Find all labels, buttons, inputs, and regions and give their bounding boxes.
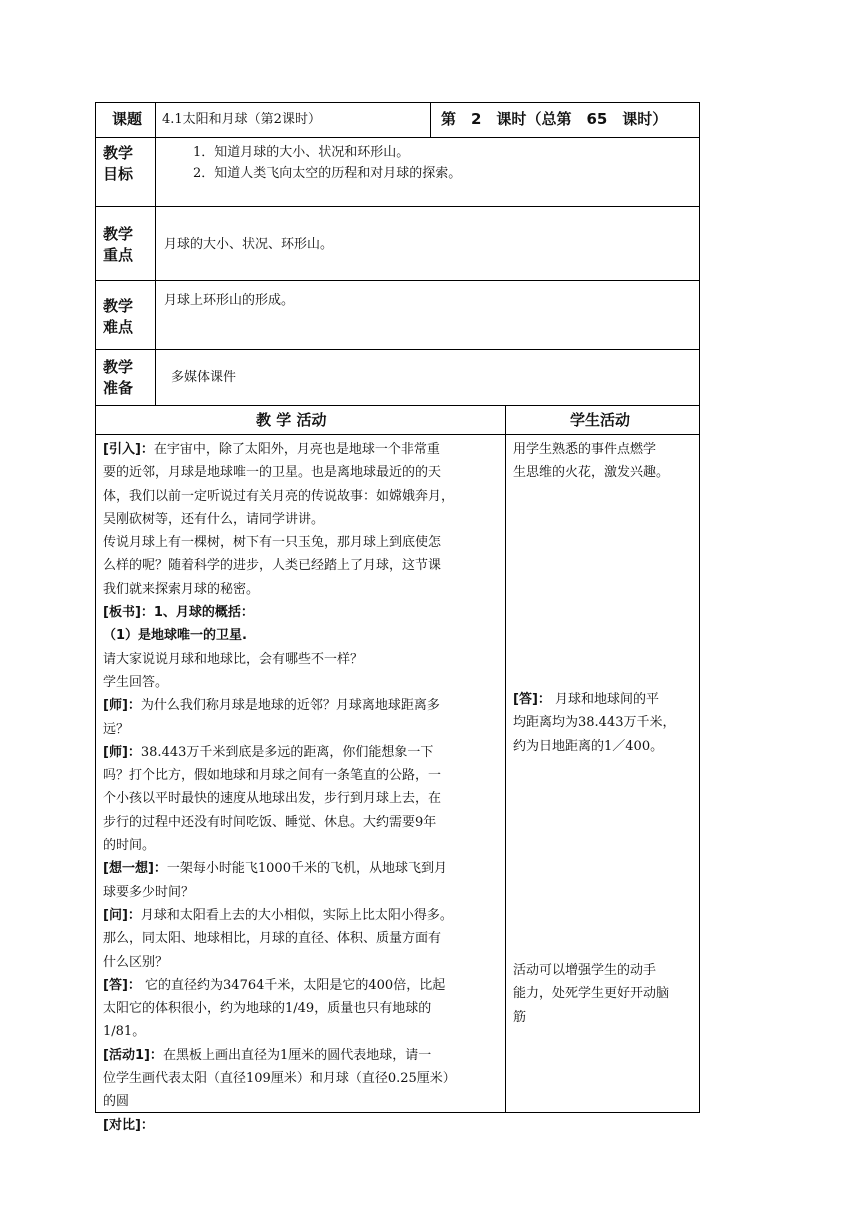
table-border-left — [95, 102, 96, 1113]
teaching-text: 请大家说说月球和地球比，会有哪些不一样？ — [103, 651, 364, 667]
difficulty-label-line1: 教学 — [103, 297, 134, 315]
teaching-tag: [师]： — [103, 744, 141, 760]
key-points-text: 月球的大小、状况、环形山。 — [164, 237, 334, 252]
teaching-line — [103, 438, 501, 461]
teaching-line — [103, 461, 501, 484]
goal-item-2: 2．知道人类飞向太空的历程和对月球的探索。 — [193, 166, 462, 181]
teaching-line — [103, 881, 501, 904]
teaching-tag: [板书]：1、月球的概括： — [103, 605, 254, 621]
teaching-text: 球要多少时间？ — [103, 884, 195, 900]
table-border-right — [699, 102, 700, 1113]
teaching-text: 的时间。 — [103, 838, 156, 854]
teaching-line — [103, 718, 501, 741]
table-divider — [95, 137, 700, 138]
student-note-line: 均距离均为38.443万千米， — [513, 715, 676, 731]
teaching-line — [103, 648, 501, 671]
student-note-1 — [513, 438, 697, 485]
table-divider — [95, 280, 700, 281]
teaching-line — [103, 997, 501, 1020]
table-divider — [95, 206, 700, 207]
teaching-line — [103, 1090, 501, 1113]
subject-value: 4.1太阳和月球（第2课时） — [162, 112, 321, 127]
student-note-line: 生思维的火花，激发兴趣。 — [513, 465, 670, 481]
student-note-line: 用学生熟悉的事件点燃学 — [513, 442, 657, 457]
teaching-text: 学生回答。 — [103, 674, 169, 690]
teaching-line — [103, 1044, 501, 1067]
teaching-text: 我们就来探索月球的秘密。 — [103, 581, 260, 597]
teaching-line — [103, 974, 501, 997]
teaching-line — [103, 601, 501, 624]
teaching-line — [103, 857, 501, 880]
teaching-tag: [活动1]： — [103, 1047, 163, 1063]
teaching-text: 体，我们以前一定听说过有关月亮的传说故事：如嫦娥奔月， — [103, 488, 455, 504]
key-label-line2: 重点 — [103, 246, 134, 264]
teaching-line — [103, 741, 501, 764]
goals-label-line2: 目标 — [103, 165, 134, 183]
teaching-line — [103, 578, 501, 601]
teaching-text: 1/81。 — [103, 1024, 146, 1040]
goals-label-line1: 教学 — [103, 144, 134, 162]
teaching-line — [103, 554, 501, 577]
teaching-text: 在宇宙中，除了太阳外，月亮也是地球一个非常重 — [153, 442, 440, 457]
teaching-line — [103, 811, 501, 834]
teaching-text: 一架每小时能飞1000千米的飞机，从地球飞到月 — [166, 861, 447, 877]
teaching-line — [103, 1114, 501, 1137]
student-note-3 — [513, 959, 697, 1029]
subject-label: 课题 — [112, 110, 143, 128]
student-note-line: 约为日地距离的1／400。 — [513, 738, 664, 754]
teaching-line — [103, 1067, 501, 1090]
teaching-line — [103, 927, 501, 950]
teaching-tag: [想一想]： — [103, 861, 167, 877]
student-activity-header: 学生活动 — [570, 411, 631, 429]
teaching-tag: [问]： — [103, 907, 141, 923]
teaching-line — [103, 531, 501, 554]
teaching-text: 38.443万千米到底是多远的距离，你们能想象一下 — [140, 744, 434, 760]
teaching-text: 月球和太阳看上去的大小相似，实际上比太阳小得多。 — [140, 907, 453, 923]
teaching-line — [103, 951, 501, 974]
teaching-line — [103, 624, 501, 647]
teaching-tag: （1）是地球唯一的卫星. — [103, 628, 247, 644]
answer-tag: [答]： — [513, 692, 551, 707]
teaching-line — [103, 764, 501, 787]
student-note-2 — [513, 688, 699, 758]
teaching-text: 那么，同太阳、地球相比，月球的直径、体积、质量方面有 — [103, 931, 442, 947]
table-divider — [95, 434, 700, 435]
student-note-line: 活动可以增强学生的动手 — [513, 963, 657, 978]
teaching-tag: [答]： — [103, 977, 141, 993]
period-info: 第 2 课时（总第 65 课时） — [441, 110, 668, 128]
teaching-text: 吗？打个比方，假如地球和月球之间有一条笔直的公路，一 — [103, 768, 442, 784]
teaching-activity-content — [103, 438, 501, 1137]
teaching-text: 什么区别？ — [103, 954, 169, 970]
student-note-line: 筋 — [513, 1009, 527, 1025]
teaching-text: 为什么我们称月球是地球的近邻？月球离地球距离多 — [140, 698, 440, 714]
teaching-text: 的圆 — [103, 1094, 130, 1110]
key-label-line1: 教学 — [103, 225, 134, 243]
teaching-line — [103, 508, 501, 531]
teaching-text: 它的直径约为34764千米，太阳是它的400倍，比起 — [140, 977, 446, 993]
teaching-line — [103, 485, 501, 508]
difficulty-text: 月球上环形山的形成。 — [164, 293, 295, 308]
teaching-text: 要的近邻，月球是地球唯一的卫星。也是离地球最近的的天 — [103, 465, 442, 481]
teaching-text: 位学生画代表太阳（直径109厘米）和月球（直径0.25厘米） — [103, 1071, 456, 1087]
teaching-text: 太阳它的体积很小，约为地球的1/49，质量也只有地球的 — [103, 1001, 432, 1017]
teaching-text: 远？ — [103, 721, 130, 737]
teaching-text: 吴刚砍树等，还有什么，请同学讲讲。 — [103, 511, 325, 527]
teaching-activity-header: 教 学 活动 — [256, 411, 327, 429]
teaching-tag: [对比]： — [103, 1117, 154, 1133]
teaching-text: 传说月球上有一棵树，树下有一只玉兔，那月球上到底使怎 — [103, 535, 442, 551]
teaching-line — [103, 694, 501, 717]
teaching-line — [103, 834, 501, 857]
teaching-text: 个小孩以平时最快的速度从地球出发，步行到月球上去，在 — [103, 791, 442, 807]
teaching-line — [103, 1020, 501, 1043]
prep-label-line2: 准备 — [103, 379, 134, 397]
table-period-divider — [430, 102, 431, 138]
teaching-line — [103, 671, 501, 694]
table-activity-divider — [505, 405, 506, 1113]
teaching-text: 在黑板上画出直径为1厘米的圆代表地球，请一 — [162, 1047, 432, 1063]
table-divider — [95, 405, 700, 406]
teaching-tag: [引入]： — [103, 442, 154, 457]
teaching-text: 么样的呢？随着科学的进步，人类已经踏上了月球，这节课 — [103, 558, 442, 574]
table-border-top — [95, 102, 700, 103]
table-label-divider — [155, 102, 156, 406]
goal-item-1: 1．知道月球的大小、状况和环形山。 — [193, 145, 410, 160]
student-note-line: 能力，处死学生更好开动脑 — [513, 986, 670, 1002]
prep-text: 多媒体课件 — [171, 370, 237, 385]
teaching-tag: [师]： — [103, 698, 141, 714]
student-note-line: [答]： 月球和地球间的平 — [513, 692, 660, 707]
prep-label-line1: 教学 — [103, 358, 134, 376]
teaching-text: 步行的过程中还没有时间吃饭、睡觉、休息。大约需要9年 — [103, 814, 437, 830]
difficulty-label-line2: 难点 — [103, 318, 134, 336]
teaching-line — [103, 787, 501, 810]
table-divider — [95, 349, 700, 350]
teaching-line — [103, 904, 501, 927]
